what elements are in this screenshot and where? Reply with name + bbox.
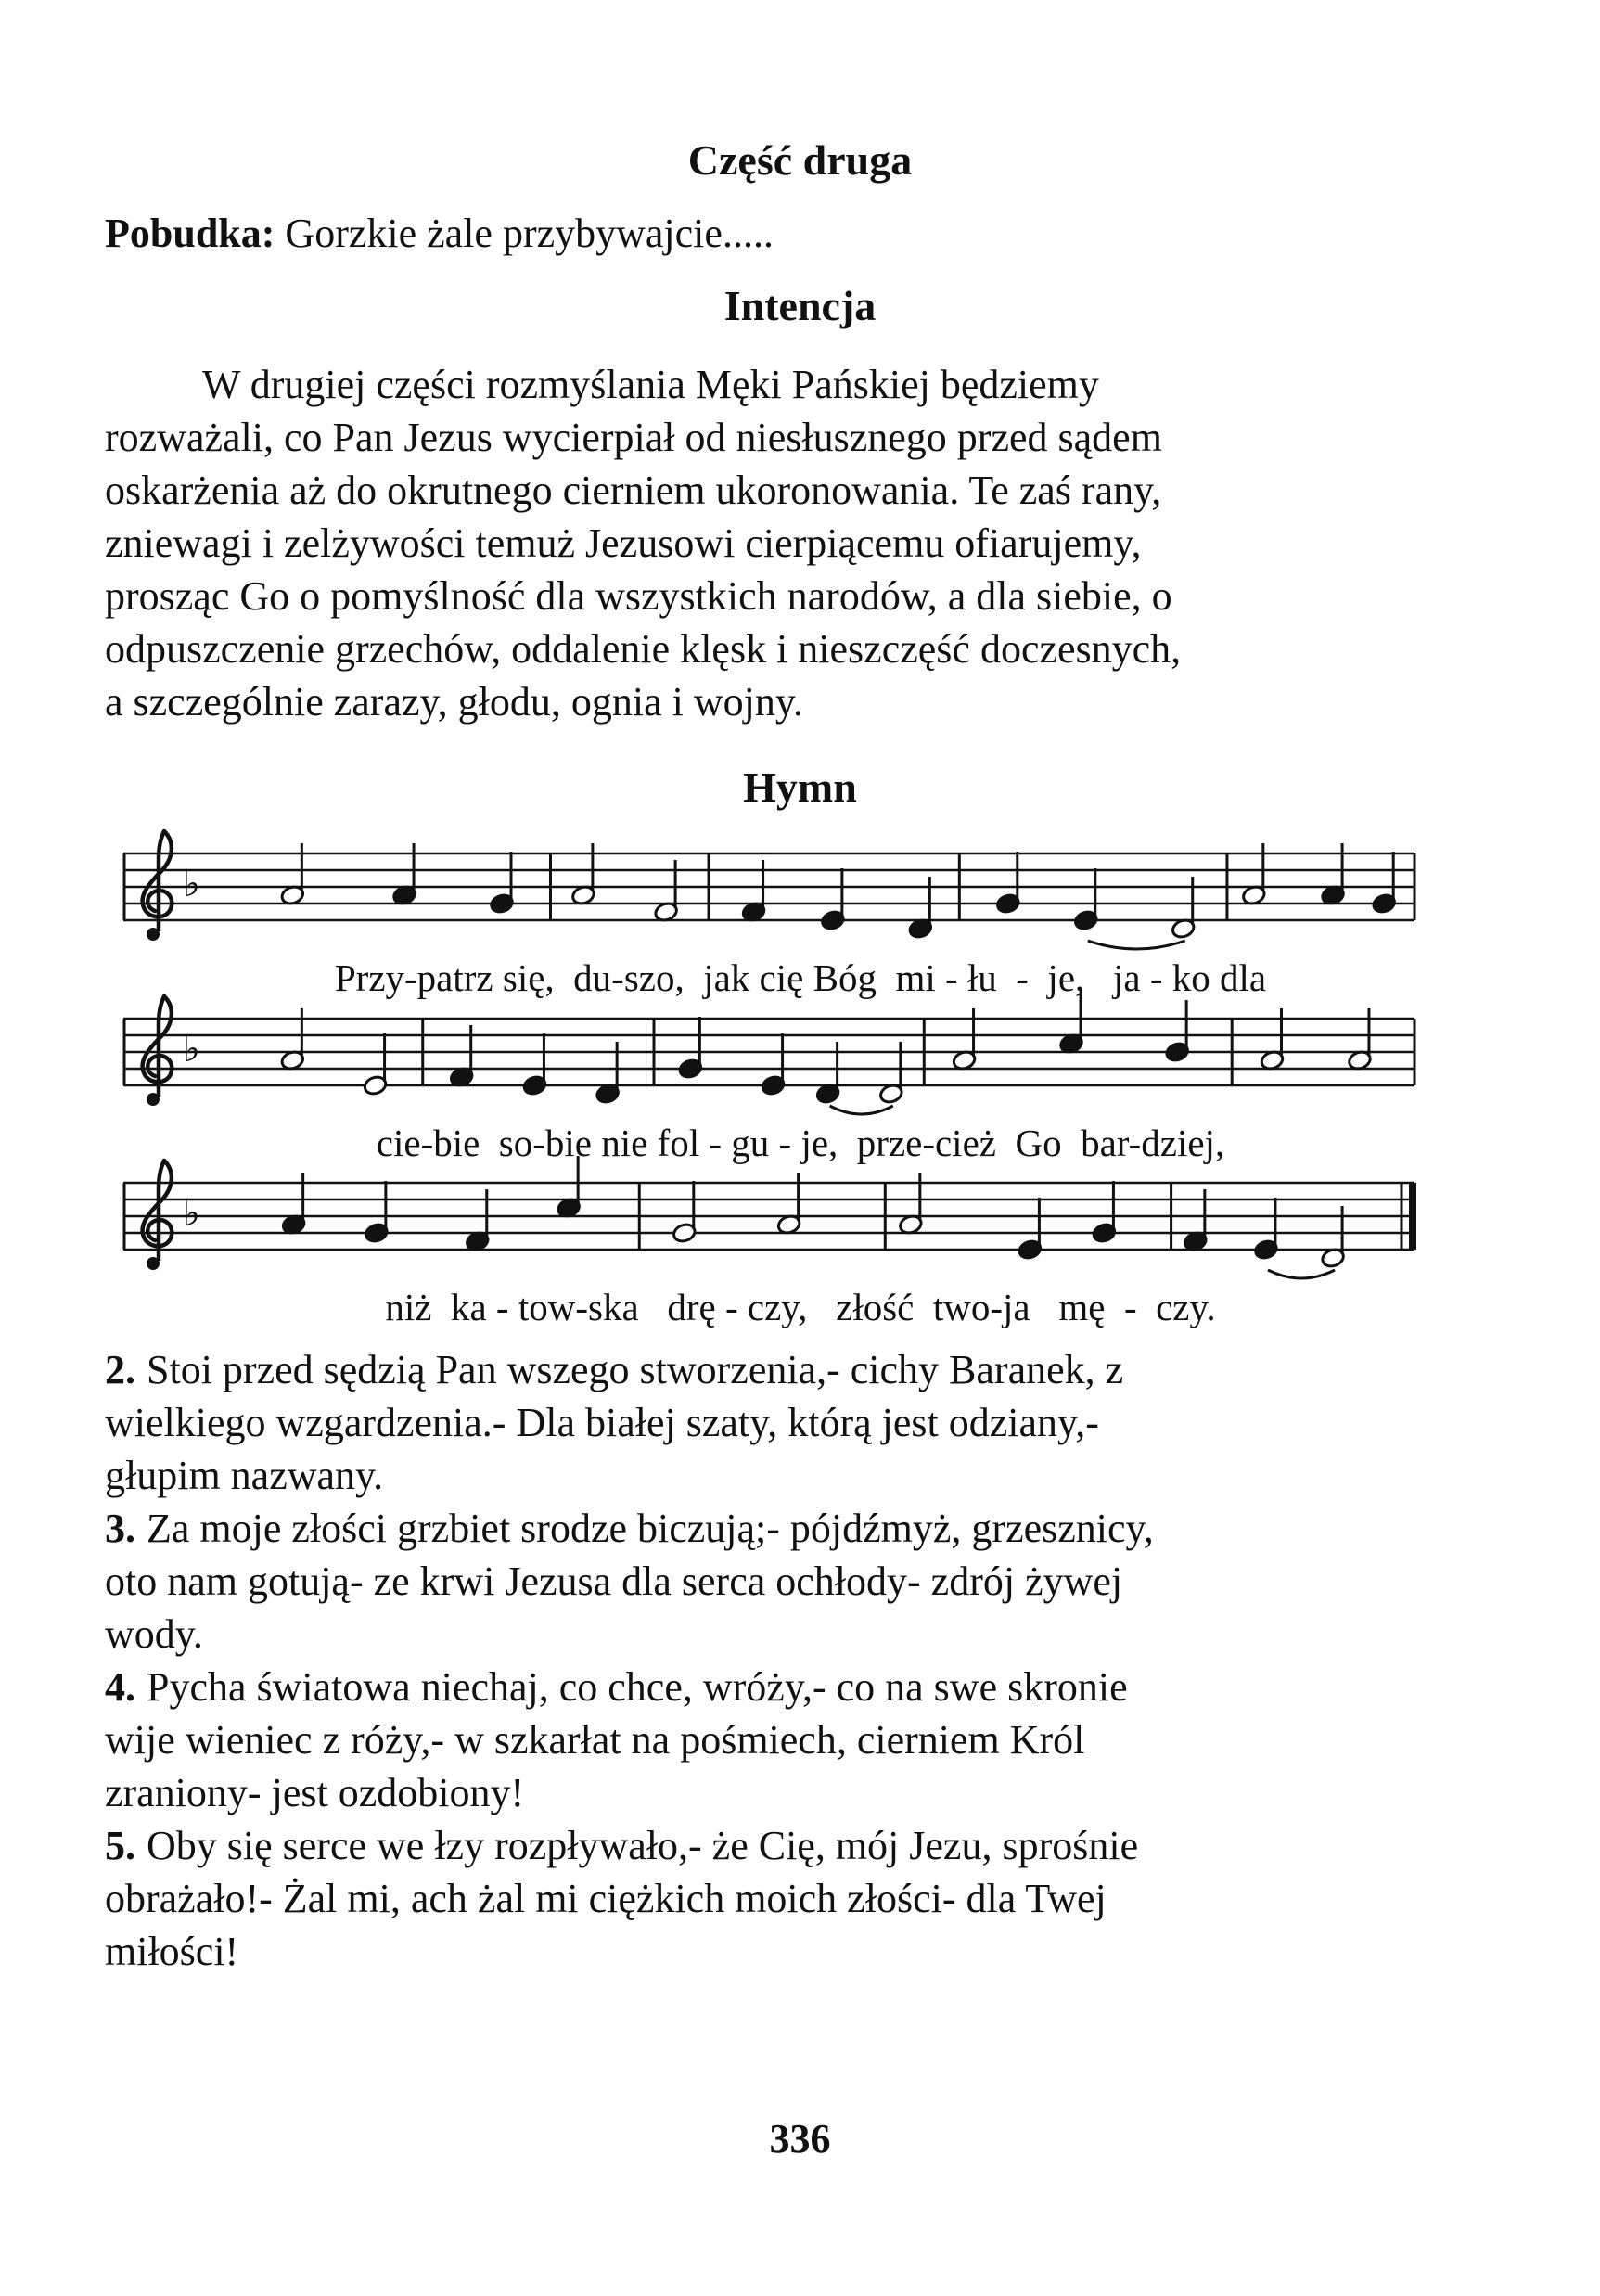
lyrics-line-2: cie-bie so-bie nie fol - gu - je, prze-cież Go bar-dziej, — [376, 1122, 1225, 1164]
verse-line: głupim nazwany. — [105, 1453, 384, 1498]
verses-block — [105, 1343, 1505, 1978]
verse-4 — [105, 1661, 1505, 1819]
music-system-3 — [105, 1144, 1496, 1288]
pobudka-text: Gorzkie żale przybywajcie..... — [285, 211, 774, 256]
hymn-heading: Hymn — [743, 763, 857, 811]
lyrics-line-3: niż ka - tow-ska drę - czy, złość two-ja mę - czy. — [385, 1286, 1216, 1328]
verse-line: Pycha światowa niechaj, co chce, wróży,- co na swe skronie — [147, 1664, 1128, 1710]
verse-line: Oby się serce we łzy rozpływało,- że Cię, mój Jezu, sprośnie — [147, 1823, 1139, 1868]
paragraph-line: odpuszczenie grzechów, oddalenie klęsk i nieszczęść doczesnych, — [105, 626, 1182, 672]
paragraph-line: a szczególnie zarazy, głodu, ognia i wojny. — [105, 679, 804, 725]
music-system-2 — [105, 980, 1496, 1123]
verse-line: Za moje złości grzbiet srodze biczują;- pójdźmyż, grzesznicy, — [147, 1506, 1154, 1551]
pobudka-label: Pobudka: — [105, 211, 275, 256]
verse-2 — [105, 1343, 1505, 1502]
page-title: Część druga — [687, 136, 913, 184]
tie-slur — [1268, 1270, 1335, 1278]
paragraph-line: zniewagi i zelżywości temuż Jezusowi cierpiącemu ofiarujemy, — [105, 520, 1142, 566]
paragraph-line: oskarżenia aż do okrutnego cierniem ukoronowania. Te zaś rany, — [105, 468, 1162, 513]
verse-line: wielkiego wzgardzenia.- Dla białej szaty, którą jest odziany,- — [105, 1400, 1099, 1445]
staff-3 — [105, 1144, 1496, 1288]
paragraph-line: W drugiej części rozmyślania Męki Pańskiej będziemy — [202, 362, 1099, 407]
verse-5 — [105, 1819, 1505, 1978]
verse-line: Stoi przed sędzią Pan wszego stworzenia,- cichy Baranek, z — [147, 1347, 1124, 1392]
intention-paragraph — [105, 358, 1505, 728]
verse-number: 2. — [105, 1347, 135, 1392]
verse-line: zraniony- jest ozdobiony! — [105, 1770, 525, 1815]
staff-1 — [105, 815, 1496, 958]
tie-slur — [830, 1106, 893, 1114]
page-number: 336 — [769, 2116, 831, 2161]
verse-number: 3. — [105, 1506, 135, 1551]
flat-sign-icon: ♭ — [183, 863, 200, 905]
lyrics-line-1: Przy-patrz się, du-szo, jak cię Bóg mi - łu - je, ja - ko dla — [334, 956, 1267, 999]
verse-line: wody. — [105, 1611, 203, 1657]
verse-line: miłości! — [105, 1929, 239, 1974]
flat-sign-icon: ♭ — [183, 1192, 200, 1235]
intencja-heading: Intencja — [723, 282, 877, 329]
verse-line: oto nam gotują- ze krwi Jezusa dla serca ochłody- zdrój żywej — [105, 1558, 1123, 1604]
staff-2 — [105, 980, 1496, 1123]
verse-line: obrażało!- Żal mi, ach żal mi ciężkich moich złości- dla Twej — [105, 1876, 1107, 1921]
tie-slur — [1088, 941, 1185, 949]
paragraph-line: rozważali, co Pan Jezus wycierpiał od niesłusznego przed sądem — [105, 415, 1162, 460]
verse-line: wije wieniec z róży,- w szkarłat na pośmiech, cierniem Król — [105, 1717, 1085, 1763]
paragraph-line: prosząc Go o pomyślność dla wszystkich narodów, a dla siebie, o — [105, 573, 1172, 619]
flat-sign-icon: ♭ — [183, 1028, 200, 1071]
music-system-1 — [105, 815, 1496, 958]
verse-number: 4. — [105, 1664, 135, 1710]
pobudka-line — [105, 210, 774, 257]
verse-3 — [105, 1502, 1505, 1661]
verse-number: 5. — [105, 1823, 135, 1868]
